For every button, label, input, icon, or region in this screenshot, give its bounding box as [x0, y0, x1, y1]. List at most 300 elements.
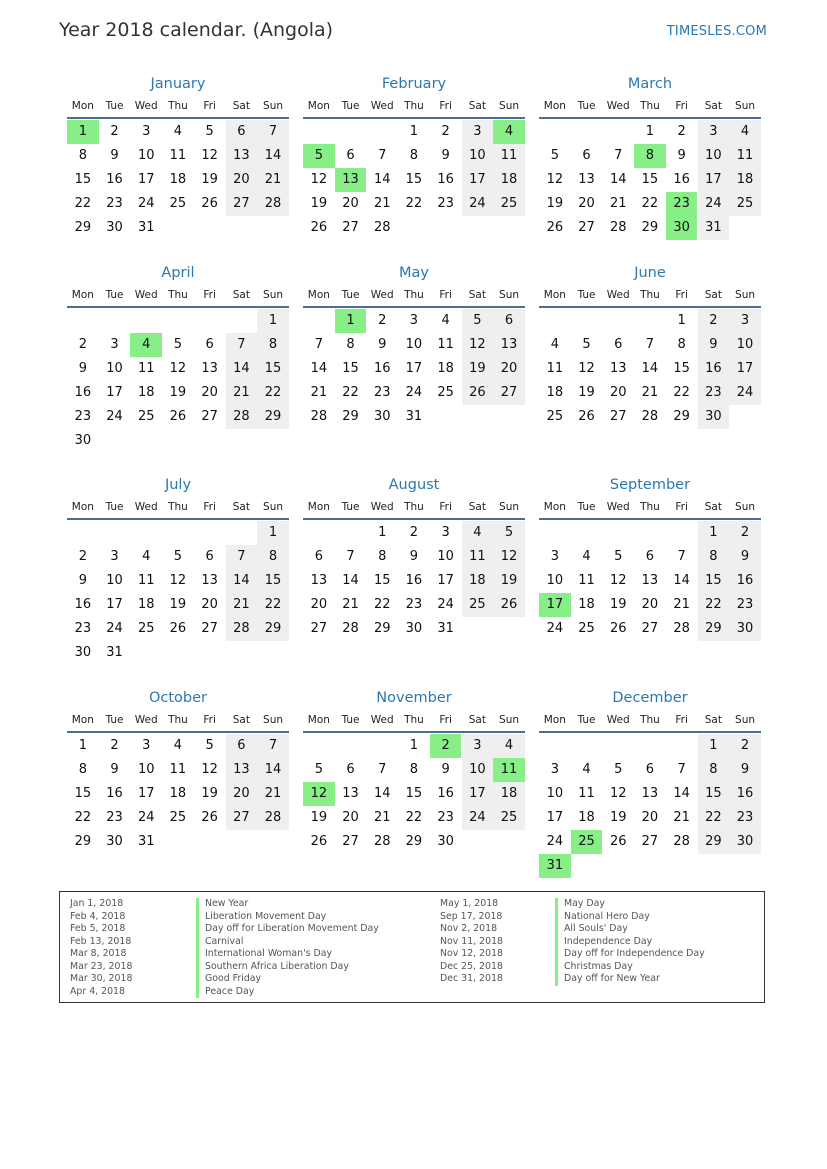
day-cell: 21	[673, 810, 690, 825]
day-cell: 1	[677, 313, 686, 328]
weekday-label: Fri	[439, 714, 452, 726]
day-cell: 19	[609, 597, 627, 612]
weekday-label: Tue	[341, 714, 360, 726]
day-cell: 17	[437, 573, 454, 588]
day-cell: 29	[698, 830, 730, 854]
day-cell: 23	[74, 621, 92, 636]
day-cell: 30	[74, 645, 92, 660]
day-cell: 24	[462, 806, 494, 830]
weekday-label: Wed	[134, 100, 158, 112]
weekday-label: Mon	[71, 100, 94, 112]
weekday-label: Tue	[577, 289, 596, 301]
day-cell: 23	[74, 409, 92, 424]
header-rule	[67, 731, 289, 733]
day-cell: 12	[310, 172, 328, 187]
weekday-label: Fri	[203, 289, 216, 301]
day-cell: 16	[437, 786, 454, 801]
day-cell: 5	[614, 762, 623, 777]
day-cell: 6	[226, 120, 258, 144]
holiday-date: Feb 5, 2018	[70, 923, 126, 934]
weekday-label: Sun	[263, 501, 284, 513]
day-cell: 9	[698, 333, 730, 357]
day-cell: 6	[226, 734, 258, 758]
holiday-day-cell: 4	[493, 120, 525, 144]
day-cell: 29	[373, 621, 391, 636]
day-cell: 21	[226, 381, 258, 405]
day-cell: 18	[462, 569, 494, 593]
day-cell: 24	[546, 834, 564, 849]
holiday-date: Dec 25, 2018	[440, 960, 503, 972]
day-cell: 15	[405, 786, 423, 801]
holiday-name: All Souls' Day	[555, 923, 705, 936]
holiday-name: Good Friday	[196, 973, 379, 986]
holiday-day-cell: 1	[335, 309, 367, 333]
weekday-label: Sat	[232, 289, 250, 301]
day-cell: 1	[698, 521, 730, 545]
day-cell: 31	[137, 834, 155, 849]
day-cell: 4	[729, 120, 761, 144]
day-cell: 2	[409, 525, 419, 540]
day-cell: 14	[226, 357, 258, 381]
day-cell: 29	[342, 409, 359, 424]
holiday-names-column-2	[555, 898, 705, 986]
day-cell: 17	[106, 385, 123, 400]
month-name: June	[634, 265, 666, 281]
day-cell: 18	[169, 786, 187, 801]
weekday-label: Mon	[307, 501, 330, 513]
day-cell: 31	[106, 645, 123, 660]
day-cell: 21	[373, 196, 391, 211]
day-cell: 23	[437, 196, 454, 211]
day-cell: 11	[578, 786, 595, 801]
day-cell: 26	[609, 834, 627, 849]
day-cell: 11	[462, 545, 494, 569]
day-cell: 8	[78, 762, 87, 777]
weekday-label: Tue	[105, 501, 124, 513]
weekday-label: Thu	[168, 100, 188, 112]
day-cell: 13	[609, 361, 627, 376]
day-cell: 12	[201, 762, 218, 777]
day-cell: 1	[698, 734, 730, 758]
day-cell: 10	[462, 144, 494, 168]
day-cell: 20	[493, 357, 525, 381]
day-cell: 17	[462, 168, 494, 192]
holiday-dates-column-1	[70, 898, 132, 998]
weekday-label: Sat	[704, 501, 722, 513]
header-rule	[67, 518, 289, 520]
holiday-date: Feb 13, 2018	[70, 935, 132, 947]
holiday-day-cell: 17	[539, 593, 571, 617]
day-cell: 30	[698, 405, 730, 429]
holiday-date: Mar 8, 2018	[70, 948, 127, 959]
weekday-label: Fri	[675, 289, 688, 301]
day-cell: 12	[462, 333, 494, 357]
page-title: Year 2018 calendar. (Angola)	[59, 19, 334, 41]
day-cell: 15	[673, 361, 690, 376]
weekday-label: Thu	[404, 714, 424, 726]
weekday-label: Wed	[606, 100, 630, 112]
day-cell: 15	[698, 782, 730, 806]
day-cell: 22	[405, 196, 423, 211]
weekday-label: Mon	[543, 100, 566, 112]
day-cell: 26	[546, 220, 564, 235]
day-cell: 26	[169, 621, 187, 636]
weekday-label: Sun	[735, 289, 756, 301]
weekday-label: Sat	[232, 714, 250, 726]
weekday-label: Tue	[341, 100, 360, 112]
day-cell: 1	[409, 124, 419, 139]
day-cell: 3	[462, 734, 494, 758]
day-cell: 23	[729, 806, 761, 830]
month-name: August	[388, 477, 440, 493]
holiday-legend	[59, 891, 765, 1003]
weekday-label: Mon	[307, 289, 330, 301]
day-cell: 28	[673, 621, 690, 636]
day-cell: 9	[441, 762, 450, 777]
day-cell: 4	[441, 313, 450, 328]
day-cell: 28	[226, 405, 258, 429]
weekday-label: Fri	[675, 100, 688, 112]
day-cell: 9	[409, 549, 419, 564]
header-rule	[539, 731, 761, 733]
day-cell: 18	[169, 172, 187, 187]
day-cell: 20	[641, 810, 659, 825]
holiday-date: Mar 23, 2018	[70, 960, 133, 972]
day-cell: 17	[462, 782, 494, 806]
day-cell: 29	[641, 220, 659, 235]
day-cell: 27	[226, 806, 258, 830]
day-cell: 30	[373, 409, 391, 424]
day-cell: 8	[78, 148, 87, 163]
day-cell: 9	[110, 148, 119, 163]
day-cell: 9	[729, 758, 761, 782]
weekday-label: Wed	[606, 501, 630, 513]
day-cell: 29	[257, 405, 289, 429]
weekday-label: Tue	[105, 289, 124, 301]
day-cell: 12	[609, 786, 627, 801]
day-cell: 4	[173, 738, 183, 753]
holiday-dates-column-2	[440, 898, 503, 986]
weekday-label: Tue	[341, 289, 360, 301]
day-cell: 2	[110, 124, 119, 139]
weekday-label: Mon	[71, 714, 94, 726]
day-cell: 17	[698, 168, 730, 192]
day-cell: 25	[462, 593, 494, 617]
month-name: January	[150, 76, 206, 92]
header-rule	[303, 518, 525, 520]
day-cell: 11	[437, 337, 454, 352]
weekday-label: Fri	[439, 501, 452, 513]
day-cell: 25	[493, 806, 525, 830]
day-cell: 27	[493, 381, 525, 405]
weekday-label: Sun	[263, 100, 284, 112]
day-cell: 27	[641, 834, 659, 849]
day-cell: 29	[673, 409, 690, 424]
holiday-day-cell: 25	[571, 830, 603, 854]
day-cell: 19	[310, 810, 328, 825]
day-cell: 19	[201, 172, 218, 187]
weekday-label: Fri	[675, 714, 688, 726]
day-cell: 4	[142, 549, 151, 564]
day-cell: 20	[226, 782, 258, 806]
day-cell: 6	[205, 337, 214, 352]
day-cell: 7	[677, 549, 686, 564]
weekday-label: Fri	[203, 100, 216, 112]
day-cell: 16	[698, 357, 730, 381]
day-cell: 23	[437, 810, 454, 825]
day-cell: 15	[342, 361, 359, 376]
day-cell: 4	[493, 734, 525, 758]
month-name: September	[609, 477, 691, 493]
day-cell: 30	[106, 220, 123, 235]
day-cell: 15	[373, 573, 391, 588]
day-cell: 23	[106, 196, 123, 211]
day-cell: 3	[441, 525, 450, 540]
holiday-name: Independence Day	[555, 936, 705, 949]
day-cell: 26	[201, 810, 218, 825]
day-cell: 28	[257, 192, 289, 216]
weekday-label: Sat	[704, 100, 722, 112]
month-name: December	[612, 690, 688, 706]
day-cell: 16	[373, 361, 391, 376]
header-rule	[67, 117, 289, 119]
day-cell: 2	[698, 309, 730, 333]
day-cell: 31	[405, 409, 423, 424]
day-cell: 7	[677, 762, 686, 777]
day-cell: 5	[493, 521, 525, 545]
day-cell: 23	[698, 381, 730, 405]
day-cell: 27	[201, 409, 218, 424]
day-cell: 21	[226, 593, 258, 617]
day-cell: 25	[169, 196, 187, 211]
day-cell: 30	[437, 834, 454, 849]
day-cell: 28	[342, 621, 359, 636]
day-cell: 13	[201, 361, 218, 376]
day-cell: 9	[441, 148, 450, 163]
day-cell: 6	[582, 148, 591, 163]
day-cell: 9	[677, 148, 686, 163]
holiday-names-column-1	[196, 898, 379, 998]
day-cell: 26	[201, 196, 218, 211]
weekday-label: Thu	[168, 289, 188, 301]
month-name: October	[148, 690, 208, 706]
weekday-label: Mon	[307, 100, 330, 112]
day-cell: 22	[74, 196, 92, 211]
day-cell: 18	[137, 385, 155, 400]
weekday-label: Sun	[263, 289, 284, 301]
day-cell: 15	[405, 172, 423, 187]
day-cell: 7	[226, 333, 258, 357]
day-cell: 12	[493, 545, 525, 569]
weekday-label: Wed	[134, 289, 158, 301]
day-cell: 27	[342, 834, 359, 849]
holiday-name: National Hero Day	[555, 911, 705, 924]
day-cell: 3	[462, 120, 494, 144]
day-cell: 20	[342, 196, 359, 211]
day-cell: 22	[373, 597, 391, 612]
day-cell: 30	[74, 433, 92, 448]
day-cell: 29	[257, 617, 289, 641]
weekday-label: Thu	[640, 714, 660, 726]
weekday-label: Fri	[675, 501, 688, 513]
day-cell: 16	[729, 782, 761, 806]
day-cell: 15	[698, 569, 730, 593]
day-cell: 15	[257, 357, 289, 381]
holiday-date: Nov 12, 2018	[440, 948, 504, 959]
day-cell: 16	[106, 172, 123, 187]
day-cell: 22	[698, 593, 730, 617]
day-cell: 24	[405, 385, 423, 400]
day-cell: 29	[74, 834, 92, 849]
day-cell: 21	[342, 597, 359, 612]
day-cell: 24	[106, 409, 123, 424]
day-cell: 27	[201, 621, 218, 636]
day-cell: 10	[106, 361, 123, 376]
holiday-name: Southern Africa Liberation Day	[196, 961, 379, 974]
day-cell: 5	[582, 337, 591, 352]
month-name: July	[164, 477, 192, 493]
day-cell: 10	[405, 337, 423, 352]
day-cell: 26	[169, 409, 187, 424]
day-cell: 23	[729, 593, 761, 617]
weekday-label: Wed	[606, 714, 630, 726]
day-cell: 29	[698, 617, 730, 641]
day-cell: 11	[137, 361, 155, 376]
weekday-label: Sun	[499, 501, 520, 513]
weekday-label: Sat	[232, 100, 250, 112]
day-cell: 7	[257, 120, 289, 144]
holiday-date: Jan 1, 2018	[70, 898, 124, 909]
holiday-date: Mar 30, 2018	[70, 973, 133, 984]
weekday-label: Fri	[439, 100, 452, 112]
day-cell: 14	[310, 361, 328, 376]
day-cell: 11	[169, 148, 187, 163]
holiday-date: Dec 31, 2018	[440, 973, 503, 984]
day-cell: 24	[137, 196, 155, 211]
month-name: March	[627, 76, 673, 92]
day-cell: 21	[641, 385, 659, 400]
day-cell: 7	[645, 337, 655, 352]
weekday-label: Fri	[439, 289, 452, 301]
weekday-label: Mon	[71, 289, 94, 301]
header-rule	[539, 518, 761, 520]
weekday-label: Wed	[370, 100, 394, 112]
weekday-label: Wed	[370, 714, 394, 726]
day-cell: 14	[673, 786, 690, 801]
day-cell: 28	[373, 834, 391, 849]
day-cell: 3	[409, 313, 419, 328]
day-cell: 19	[578, 385, 595, 400]
day-cell: 2	[729, 521, 761, 545]
day-cell: 12	[546, 172, 564, 187]
day-cell: 26	[578, 409, 595, 424]
month-name: May	[399, 265, 429, 281]
day-cell: 1	[409, 738, 419, 753]
day-cell: 26	[462, 381, 494, 405]
site-link[interactable]: TIMESLES.COM	[666, 24, 767, 39]
day-cell: 18	[493, 782, 525, 806]
header-rule	[539, 306, 761, 308]
day-cell: 5	[205, 124, 214, 139]
day-cell: 19	[546, 196, 564, 211]
day-cell: 7	[257, 734, 289, 758]
day-cell: 24	[729, 381, 761, 405]
holiday-day-cell: 12	[303, 782, 335, 806]
day-cell: 13	[641, 573, 659, 588]
day-cell: 22	[641, 196, 659, 211]
day-cell: 6	[205, 549, 214, 564]
holiday-name: May Day	[555, 898, 705, 911]
header-rule	[67, 306, 289, 308]
day-cell: 3	[698, 120, 730, 144]
day-cell: 5	[462, 309, 494, 333]
day-cell: 4	[550, 337, 559, 352]
day-cell: 22	[257, 593, 289, 617]
day-cell: 22	[342, 385, 359, 400]
day-cell: 13	[201, 573, 218, 588]
day-cell: 12	[201, 148, 218, 163]
day-cell: 24	[106, 621, 123, 636]
day-cell: 4	[462, 521, 494, 545]
holiday-date: May 1, 2018	[440, 898, 499, 909]
day-cell: 20	[201, 597, 218, 612]
day-cell: 17	[106, 597, 123, 612]
day-cell: 8	[409, 148, 419, 163]
weekday-label: Tue	[341, 501, 360, 513]
day-cell: 20	[342, 810, 359, 825]
day-cell: 24	[137, 810, 155, 825]
holiday-date: Sep 17, 2018	[440, 910, 503, 922]
day-cell: 7	[614, 148, 623, 163]
holiday-day-cell: 13	[335, 168, 367, 192]
weekday-label: Thu	[404, 501, 424, 513]
holiday-name: International Woman's Day	[196, 948, 379, 961]
day-cell: 1	[645, 124, 655, 139]
day-cell: 30	[405, 621, 423, 636]
day-cell: 23	[405, 597, 423, 612]
day-cell: 6	[346, 148, 355, 163]
day-cell: 4	[173, 124, 183, 139]
weekday-label: Sun	[263, 714, 284, 726]
day-cell: 13	[226, 144, 258, 168]
day-cell: 19	[462, 357, 494, 381]
weekday-label: Thu	[640, 100, 660, 112]
day-cell: 27	[609, 409, 627, 424]
month-name: April	[161, 265, 195, 281]
day-cell: 12	[609, 573, 627, 588]
day-cell: 5	[314, 762, 323, 777]
weekday-label: Sun	[735, 714, 756, 726]
holiday-name: Peace Day	[196, 986, 379, 999]
day-cell: 20	[310, 597, 328, 612]
day-cell: 3	[550, 762, 559, 777]
holiday-day-cell: 1	[67, 120, 99, 144]
day-cell: 31	[437, 621, 454, 636]
day-cell: 10	[462, 758, 494, 782]
holiday-day-cell: 8	[634, 144, 666, 168]
day-cell: 21	[310, 385, 328, 400]
holiday-day-cell: 2	[430, 734, 462, 758]
day-cell: 25	[137, 409, 155, 424]
day-cell: 14	[373, 172, 391, 187]
day-cell: 11	[137, 573, 155, 588]
weekday-label: Sun	[499, 100, 520, 112]
header-rule	[303, 117, 525, 119]
day-cell: 22	[405, 810, 423, 825]
day-cell: 2	[378, 313, 387, 328]
weekday-label: Tue	[577, 100, 596, 112]
day-cell: 19	[310, 196, 328, 211]
